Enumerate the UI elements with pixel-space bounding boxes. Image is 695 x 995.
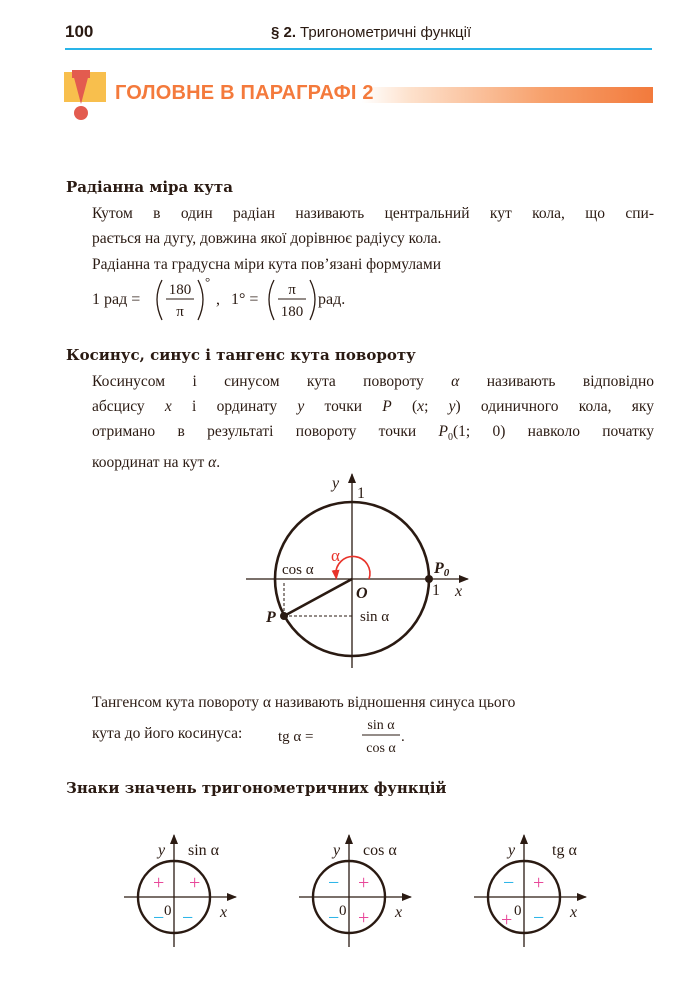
fraction1-denominator: π	[176, 304, 184, 320]
q3-sign: +	[501, 909, 513, 931]
q2-sign: +	[153, 872, 165, 894]
q1-sign: +	[358, 872, 370, 894]
svg-text:x: x	[570, 904, 578, 921]
q4-sign: −	[182, 907, 194, 929]
radian-definition	[92, 201, 654, 251]
cos-sin-definition	[92, 369, 654, 475]
sin-alpha-label: sin α	[360, 609, 390, 625]
heading-signs: Знаки значень тригонометричних функцій	[66, 779, 447, 797]
func-label: sin α	[188, 842, 220, 859]
chapter-title	[271, 24, 471, 41]
cos-alpha-label: cos α	[282, 562, 314, 578]
tg-denominator: cos α	[366, 741, 396, 756]
svg-text:y: y	[158, 842, 166, 859]
tangent-formula-line	[92, 725, 242, 743]
y-unit-label: 1	[357, 485, 365, 502]
fraction1-numerator: 180	[168, 282, 192, 298]
origin-label: O	[356, 585, 368, 602]
banner-title: ГОЛОВНЕ В ПАРАГРАФІ 2	[115, 82, 374, 104]
page-number: 100	[65, 22, 94, 41]
fraction2-numerator: π	[288, 282, 296, 298]
x-axis-label: x	[455, 583, 463, 600]
svg-text:y: y	[508, 842, 516, 859]
section-mark: § 2.	[271, 24, 297, 41]
svg-text:0: 0	[339, 903, 347, 919]
text-line: абсцису x і ординату y точки P (x; y) одиничного кола, яку	[92, 398, 654, 415]
text-line: рається на дугу, довжина якої дорівнює радіусу кола.	[92, 230, 442, 247]
tangent-definition	[92, 690, 654, 715]
svg-text:.: .	[401, 729, 405, 745]
text-line: отримано в результаті повороту точки $P_0(1$; 0) навколо початку	[92, 423, 654, 444]
summary-banner	[64, 70, 653, 122]
page-header	[65, 20, 652, 50]
section-title: Тригонометричні функції	[300, 24, 472, 41]
text-prefix: кута до його косинуса:	[92, 725, 243, 742]
svg-text:0: 0	[514, 903, 522, 919]
tg-numerator: sin α	[367, 718, 395, 733]
heading-radian-measure: Радіанна міра кута	[66, 178, 233, 196]
radian-degree-formula	[92, 274, 372, 324]
point-p-label: P	[266, 609, 276, 626]
text-line: Тангенсом кута повороту α називають відношення синуса цього	[92, 694, 516, 711]
point-p0-label: P0	[434, 560, 450, 579]
func-label: tg α	[552, 842, 577, 859]
text-line: координат на кут α.	[92, 454, 221, 472]
q1-sign: +	[189, 872, 201, 894]
fraction2-denominator: 180	[280, 304, 304, 320]
x-unit-label: 1	[432, 582, 440, 599]
svg-text:0: 0	[164, 903, 172, 919]
q1-sign: +	[533, 872, 545, 894]
text-line: Косинусом і синусом кута повороту α називають відповідно	[92, 373, 654, 390]
q2-sign: −	[328, 872, 340, 894]
angle-alpha-label: α	[331, 546, 340, 565]
exclamation-icon	[72, 70, 90, 104]
unit-circle-diagram	[240, 470, 480, 670]
tg-lhs: tg α =	[278, 729, 314, 745]
formula-separator: ,	[216, 291, 220, 308]
q3-sign: −	[328, 907, 340, 929]
formula-unit: рад.	[318, 291, 346, 308]
tangent-formula	[278, 714, 418, 758]
degree-sign: °	[205, 274, 211, 289]
y-axis-label: y	[332, 475, 340, 492]
formula-lhs1: 1 рад =	[92, 291, 141, 308]
text-line: Радіанна та градусна міри кута пов’язані формулами	[92, 256, 442, 273]
q4-sign: −	[533, 907, 545, 929]
sign-diagram-tg	[470, 825, 600, 955]
heading-cos-sin-tan: Косинус, синус і тангенс кута повороту	[66, 346, 416, 364]
sign-diagram-sin	[120, 825, 250, 955]
svg-text:y: y	[333, 842, 341, 859]
q3-sign: −	[153, 907, 165, 929]
q2-sign: −	[503, 872, 515, 894]
func-label: cos α	[363, 842, 397, 859]
exclamation-dot-icon	[74, 106, 88, 120]
q4-sign: +	[358, 907, 370, 929]
text-line: Кутом в один радіан називають центральний кут кола, що спи-	[92, 205, 654, 222]
sign-diagram-cos	[295, 825, 425, 955]
svg-text:x: x	[395, 904, 403, 921]
svg-text:x: x	[220, 904, 228, 921]
formula-lhs2: 1° =	[231, 291, 259, 308]
